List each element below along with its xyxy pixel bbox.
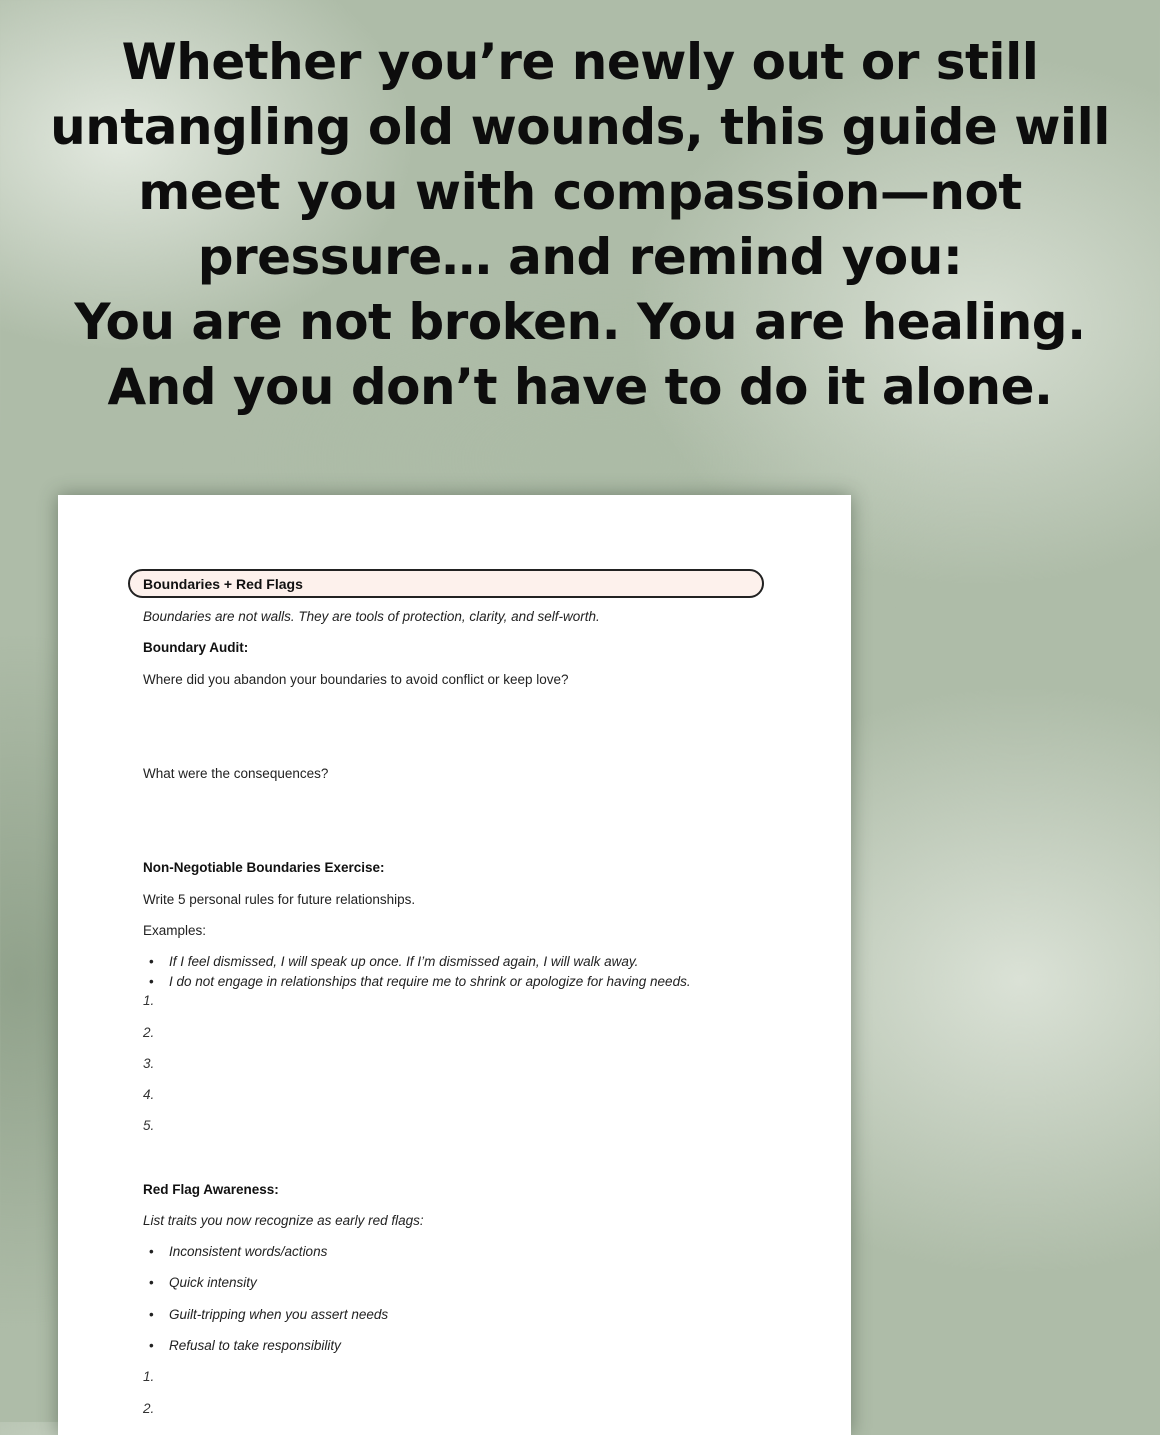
intro-text: Boundaries are not walls. They are tools of protection, clarity, and self-worth. bbox=[143, 609, 600, 624]
rule-number: 2. bbox=[143, 1025, 155, 1040]
boundary-audit-heading: Boundary Audit: bbox=[143, 640, 249, 655]
example-item bbox=[151, 973, 691, 991]
section-title: Boundaries + Red Flags bbox=[128, 569, 764, 598]
red-flag-item bbox=[151, 1337, 341, 1355]
red-flag-item bbox=[151, 1306, 388, 1324]
headline-line: untangling old wounds, this guide will bbox=[50, 98, 1110, 156]
red-flag-item-text: Quick intensity bbox=[169, 1275, 257, 1290]
rule-number: 5. bbox=[143, 1118, 155, 1133]
rule-number: 1. bbox=[143, 993, 155, 1008]
non-negotiable-instruction: Write 5 personal rules for future relationships. bbox=[143, 892, 416, 907]
boundary-audit-question-2: What were the consequences? bbox=[143, 766, 329, 781]
headline-line: Whether you’re newly out or still bbox=[121, 33, 1039, 91]
red-flag-item bbox=[151, 1243, 327, 1261]
red-flag-item-text: Refusal to take responsibility bbox=[169, 1338, 341, 1353]
worksheet-page bbox=[58, 495, 851, 1435]
non-negotiable-heading: Non-Negotiable Boundaries Exercise: bbox=[143, 860, 385, 875]
rule-number: 4. bbox=[143, 1087, 155, 1102]
headline-line: You are not broken. You are healing. bbox=[74, 293, 1086, 351]
red-flag-item bbox=[151, 1274, 257, 1292]
red-flag-item-text: Inconsistent words/actions bbox=[169, 1244, 328, 1259]
headline-line: And you don’t have to do it alone. bbox=[107, 358, 1053, 416]
headline-line: pressure… and remind you: bbox=[197, 228, 963, 286]
rule-number: 3. bbox=[143, 1056, 155, 1071]
example-item-text: If I feel dismissed, I will speak up once. If I’m dismissed again, I will walk away. bbox=[169, 954, 639, 969]
red-flag-heading: Red Flag Awareness: bbox=[143, 1182, 279, 1197]
red-flag-item-text: Guilt-tripping when you assert needs bbox=[169, 1307, 389, 1322]
example-item bbox=[151, 953, 638, 971]
example-item-text: I do not engage in relationships that require me to shrink or apologize for having needs. bbox=[169, 974, 691, 989]
boundary-audit-question-1: Where did you abandon your boundaries to avoid conflict or keep love? bbox=[143, 672, 569, 687]
red-flag-number: 2. bbox=[143, 1401, 155, 1416]
headline bbox=[0, 30, 1160, 420]
red-flag-number: 1. bbox=[143, 1369, 155, 1384]
headline-line: meet you with compassion—not bbox=[138, 163, 1022, 221]
examples-label: Examples: bbox=[143, 923, 207, 938]
red-flag-instruction: List traits you now recognize as early red flags: bbox=[143, 1213, 424, 1228]
